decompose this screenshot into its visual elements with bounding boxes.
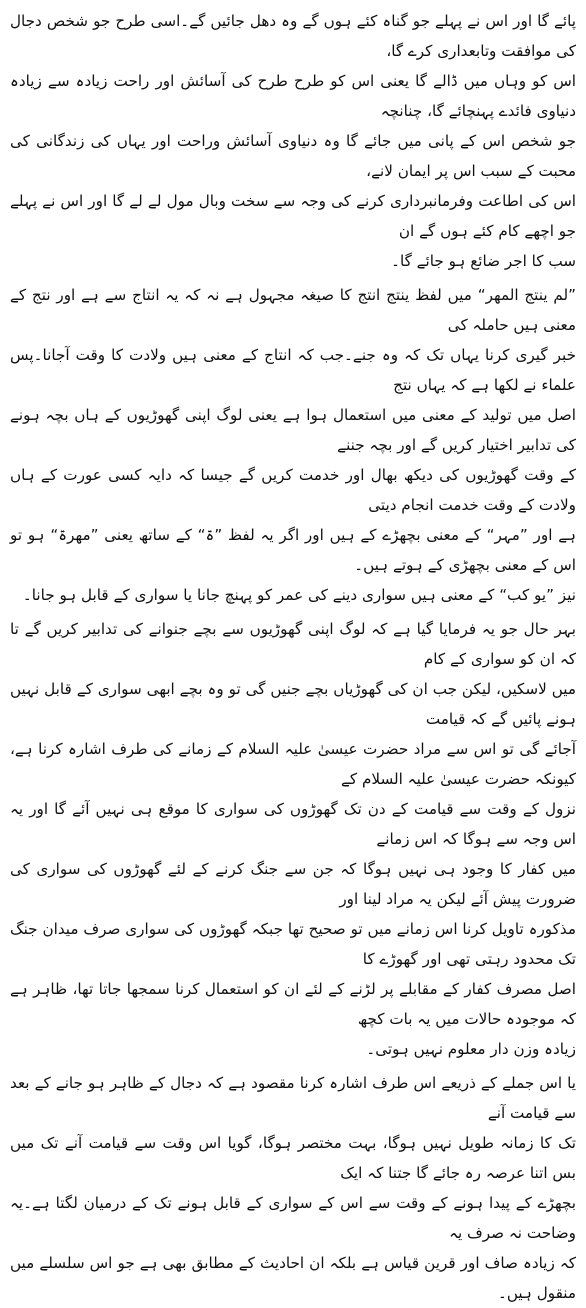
paragraph-4 — [10, 1068, 576, 1308]
paragraph-1 — [10, 6, 576, 276]
paragraph-3 — [10, 614, 576, 1064]
text-line: سب کا اجر ضائع ہو جائے گا۔ — [391, 252, 576, 270]
text-line: زیادہ وزن دار معلوم نہیں ہوتی۔ — [366, 1040, 576, 1058]
text-line: یا اس جملے کے ذریعے اس طرف اشارہ کرنا مقصود ہے کہ دجال کے ظاہر ہو جانے کے بعد سے قیامت آنے — [10, 1074, 576, 1122]
text-line: نیز ”یو کب“ کے معنی ہیں سواری دینے کی عمر کو پہنچ جانا یا سواری کے قابل ہو جانا۔ — [22, 586, 576, 604]
text-line: مذکورہ تاویل کرنا اس زمانے میں تو صحیح تھا جبکہ گھوڑوں کی سواری صرف میدان جنگ تک محدود رہتی تھی اور گھوڑے کا — [10, 920, 576, 968]
text-line: نزول کے وقت سے قیامت کے دن تک گھوڑوں کی سواری کا موقع ہی نہیں آئے گا اور یہ اس وجہ سے ہوگا کہ اس زمانے — [10, 800, 576, 848]
text-line: ”لم ینتج المھر“ میں لفظ ینتج انتج کا صیغہ مجہول ہے نہ کہ یہ انتاج سے ہے اور نتج کے معنی ہیں حاملہ کی — [10, 286, 576, 334]
text-line: میں لاسکیں، لیکن جب ان کی گھوڑیاں بچے جنیں گی تو وہ بچے ابھی سواری کے قابل نہیں ہونے پائیں گے کہ قیامت — [10, 680, 576, 728]
text-line: کے وقت گھوڑیوں کی دیکھ بھال اور خدمت کریں گے جیسا کہ دایہ کسی عورت کے ہاں ولادت کے وقت خدمت انجام دیتی — [10, 466, 576, 514]
text-line: اصل مصرف کفار کے مقابلے پر لڑنے کے لئے ان کو استعمال کرنا سمجھا جاتا تھا، ظاہر ہے کہ موجودہ حالات میں یہ بات کچھ — [10, 980, 576, 1028]
text-line: اس کی اطاعت وفرمانبرداری کرنے کی وجہ سے سخت وبال مول لے لے گا اور اس نے پہلے جو اچھے کام کئے ہوں گے ان — [10, 192, 576, 240]
text-line: اس کو وہاں میں ڈالے گا یعنی اس کو طرح طرح کی آسائش اور راحت زیادہ سے زیادہ دنیاوی فائدے پہنچائے گا، چنانچہ — [10, 72, 576, 120]
paragraph-2 — [10, 280, 576, 610]
text-line: جو شخص اس کے پانی میں جائے گا وہ دنیاوی آسائش وراحت اور یہاں کی زندگانی کی محبت کے سبب اس پر ایمان لانے، — [10, 132, 576, 180]
text-line: تک کا زمانہ طویل نہیں ہوگا، بہت مختصر ہوگا، گویا اس وقت سے قیامت آنے تک میں بس اتنا عرصہ رہ جائے گا جتنا کہ ایک — [10, 1134, 576, 1182]
text-line: ہے اور ”مہر“ کے معنی بچھڑے کے ہیں اور اگر یہ لفظ ”ۃ“ کے ساتھ یعنی ”مھرۃ“ ہو تو اس کے معنی بچھڑی کے ہوتے ہیں۔ — [10, 526, 576, 574]
text-line: بچھڑے کے پیدا ہونے کے وقت سے اس کے سواری کے قابل ہونے تک کے درمیان لگتا ہے۔یہ وضاحت نہ صرف یہ — [10, 1194, 576, 1242]
text-line: میں کفار کا وجود ہی نہیں ہوگا کہ جن سے جنگ کرنے کے لئے گھوڑوں کی سواری کی ضرورت پیش آئے لیکن یہ مراد لینا اور — [10, 860, 576, 908]
text-line: کہ زیادہ صاف اور قرین قیاس ہے بلکہ ان احادیث کے مطابق بھی ہے جو اس سلسلے میں منقول ہیں۔ — [10, 1254, 576, 1302]
text-line: اصل میں تولید کے معنی میں استعمال ہوا ہے یعنی لوگ اپنی گھوڑیوں کے ہاں بچہ ہونے کی تدابیر اختیار کریں گے اور بچہ جننے — [10, 406, 576, 454]
text-line: خبر گیری کرنا یہاں تک کہ وہ جنے۔جب کہ انتاج کے معنی ہیں ولادت کا وقت آجانا۔پس علماء نے لکھا ہے کہ یہاں نتج — [10, 346, 576, 394]
text-line: بہر حال جو یہ فرمایا گیا ہے کہ لوگ اپنی گھوڑیوں سے بچے جنوانے کی تدابیر کریں گے تا کہ ان کو سواری کے کام — [10, 620, 576, 668]
text-line: آجائے گی تو اس سے مراد حضرت عیسیٰ علیہ السلام کے زمانے کی طرف اشارہ کرنا ہے، کیونکہ حضرت عیسیٰ علیہ السلام کے — [10, 740, 576, 788]
text-line: پائے گا اور اس نے پہلے جو گناہ کئے ہوں گے وہ دھل جائیں گے۔اسی طرح جو شخص دجال کی موافقت وتابعداری کرے گا، — [10, 12, 576, 60]
